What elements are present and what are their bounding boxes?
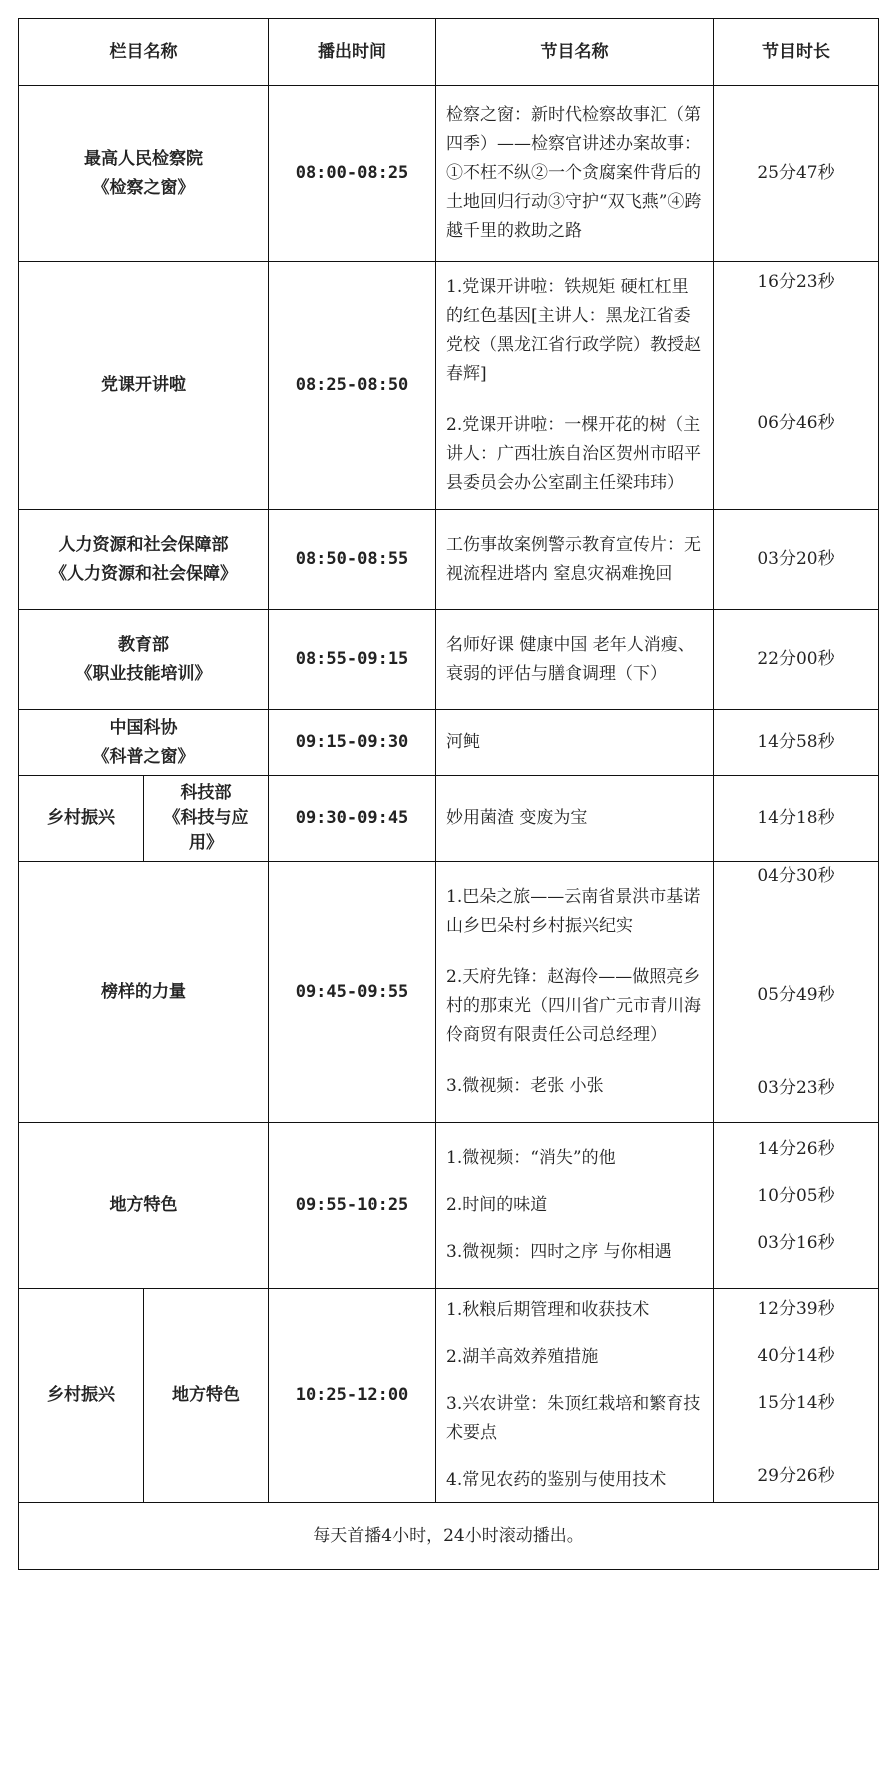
column-name-line: 最高人民检察院 bbox=[84, 148, 203, 169]
air-time: 08:50-08:55 bbox=[269, 510, 436, 610]
column-name-cell bbox=[144, 776, 269, 862]
program-cell bbox=[436, 1289, 714, 1503]
program-cell bbox=[436, 862, 714, 1123]
column-name-line: 榜样的力量 bbox=[101, 981, 186, 1002]
table-row bbox=[19, 1289, 879, 1503]
program-item: 检察之窗：新时代检察故事汇（第四季）——检察官讲述办案故事：①不枉不纵②一个贪腐案件背后的土地回归行动③守护“双飞燕”④跨越千里的救助之路 bbox=[446, 105, 702, 241]
duration-cell bbox=[714, 1123, 879, 1289]
air-time: 09:45-09:55 bbox=[269, 862, 436, 1123]
column-name-line: 《检察之窗》 bbox=[92, 177, 195, 198]
column-name-line: 科技部 bbox=[180, 783, 232, 803]
program-cell bbox=[436, 262, 714, 510]
column-name-line: 《人力资源和社会保障》 bbox=[50, 563, 237, 584]
column-name-line: 《职业技能培训》 bbox=[75, 663, 212, 684]
column-name-line: 地方特色 bbox=[109, 1195, 178, 1215]
duration-value: 15分14秒 bbox=[757, 1393, 835, 1413]
header-row bbox=[19, 19, 879, 86]
program-item: 1.党课开讲啦：铁规矩 硬杠杠里的红色基因[主讲人：黑龙江省委党校（黑龙江省行政学院）教授赵春辉] bbox=[446, 277, 701, 384]
column-name-cell bbox=[19, 262, 269, 510]
program-item: 1.秋粮后期管理和收获技术 bbox=[446, 1300, 650, 1320]
duration-value: 14分58秒 bbox=[757, 732, 835, 752]
schedule-table bbox=[18, 18, 879, 1570]
table-row bbox=[19, 710, 879, 776]
program-cell bbox=[436, 1123, 714, 1289]
duration-value: 25分47秒 bbox=[757, 163, 835, 183]
duration-value: 05分49秒 bbox=[757, 985, 835, 1005]
table-row bbox=[19, 610, 879, 710]
duration-cell bbox=[714, 610, 879, 710]
program-item: 3.微视频：老张 小张 bbox=[446, 1076, 604, 1096]
program-item: 3.微视频：四时之序 与你相遇 bbox=[446, 1242, 672, 1262]
column-name-line: 人力资源和社会保障部 bbox=[58, 534, 229, 555]
column-name-cell bbox=[19, 862, 269, 1123]
air-time: 09:15-09:30 bbox=[269, 710, 436, 776]
column-name-cell bbox=[19, 1123, 269, 1289]
air-time: 08:00-08:25 bbox=[269, 86, 436, 262]
table-row bbox=[19, 776, 879, 862]
air-time: 08:55-09:15 bbox=[269, 610, 436, 710]
column-name-line: 地方特色 bbox=[172, 1385, 240, 1405]
table-row bbox=[19, 862, 879, 1123]
program-item: 妙用菌渣 变废为宝 bbox=[446, 808, 588, 828]
table-row bbox=[19, 1123, 879, 1289]
column-name-cell bbox=[19, 610, 269, 710]
duration-cell bbox=[714, 710, 879, 776]
column-name-line: 《科技与应 bbox=[163, 808, 249, 828]
duration-value: 03分16秒 bbox=[757, 1233, 835, 1253]
duration-value: 16分23秒 bbox=[757, 272, 835, 292]
column-name-line: 教育部 bbox=[118, 634, 169, 655]
column-name-line: 党课开讲啦 bbox=[101, 375, 186, 395]
program-item: 2.时间的味道 bbox=[446, 1195, 548, 1215]
column-name-cell bbox=[19, 86, 269, 262]
air-time: 09:55-10:25 bbox=[269, 1123, 436, 1289]
column-name-line: 用》 bbox=[189, 833, 223, 853]
duration-cell bbox=[714, 510, 879, 610]
duration-cell bbox=[714, 262, 879, 510]
duration-cell bbox=[714, 862, 879, 1123]
duration-value: 04分30秒 bbox=[757, 866, 835, 886]
program-cell bbox=[436, 86, 714, 262]
program-cell bbox=[436, 776, 714, 862]
header-duration: 节目时长 bbox=[714, 19, 879, 86]
column-name-line: 《科普之窗》 bbox=[92, 746, 195, 767]
duration-value: 40分14秒 bbox=[757, 1346, 835, 1366]
duration-value: 03分20秒 bbox=[757, 549, 835, 569]
duration-cell bbox=[714, 776, 879, 862]
program-item: 河鲀 bbox=[446, 732, 480, 752]
duration-value: 03分23秒 bbox=[757, 1078, 835, 1098]
table-row bbox=[19, 510, 879, 610]
header-program-name: 节目名称 bbox=[436, 19, 714, 86]
column-name-cell bbox=[144, 1289, 269, 1503]
program-item: 2.党课开讲啦：一棵开花的树（主讲人：广西壮族自治区贺州市昭平县委员会办公室副主任梁玮玮） bbox=[446, 415, 701, 493]
program-item: 1.巴朵之旅——云南省景洪市基诺山乡巴朵村乡村振兴纪实 bbox=[446, 887, 701, 936]
program-item: 工伤事故案例警示教育宣传片：无视流程进塔内 窒息灾祸难挽回 bbox=[446, 534, 701, 584]
program-item: 4.常见农药的鉴别与使用技术 bbox=[446, 1470, 667, 1490]
program-item: 3.兴农讲堂：朱顶红栽培和繁育技术要点 bbox=[446, 1394, 701, 1443]
table-row bbox=[19, 86, 879, 262]
duration-cell bbox=[714, 1289, 879, 1503]
header-column-name: 栏目名称 bbox=[19, 19, 269, 86]
duration-value: 29分26秒 bbox=[757, 1466, 835, 1486]
footer-row bbox=[19, 1503, 879, 1570]
column-category-cell: 乡村振兴 bbox=[19, 1289, 144, 1503]
table-row bbox=[19, 262, 879, 510]
duration-value: 12分39秒 bbox=[757, 1299, 835, 1319]
program-item: 2.湖羊高效养殖措施 bbox=[446, 1347, 599, 1367]
duration-value: 06分46秒 bbox=[757, 413, 835, 433]
program-cell bbox=[436, 610, 714, 710]
duration-value: 14分18秒 bbox=[757, 808, 835, 828]
duration-cell bbox=[714, 86, 879, 262]
program-cell bbox=[436, 710, 714, 776]
header-air-time: 播出时间 bbox=[269, 19, 436, 86]
air-time: 09:30-09:45 bbox=[269, 776, 436, 862]
air-time: 08:25-08:50 bbox=[269, 262, 436, 510]
air-time: 10:25-12:00 bbox=[269, 1289, 436, 1503]
column-name-cell bbox=[19, 510, 269, 610]
footer-note: 每天首播4小时，24小时滚动播出。 bbox=[19, 1503, 879, 1570]
program-cell bbox=[436, 510, 714, 610]
program-item: 2.天府先锋：赵海伶——做照亮乡村的那束光（四川省广元市青川海伶商贸有限责任公司总经理） bbox=[446, 967, 701, 1045]
duration-value: 10分05秒 bbox=[757, 1186, 835, 1206]
column-name-cell bbox=[19, 710, 269, 776]
program-item: 名师好课 健康中国 老年人消瘦、衰弱的评估与膳食调理（下） bbox=[446, 634, 695, 684]
program-item: 1.微视频：“消失”的他 bbox=[446, 1148, 616, 1168]
duration-value: 14分26秒 bbox=[757, 1139, 835, 1159]
duration-value: 22分00秒 bbox=[757, 649, 835, 669]
column-category-cell: 乡村振兴 bbox=[19, 776, 144, 862]
column-name-line: 中国科协 bbox=[109, 717, 178, 738]
